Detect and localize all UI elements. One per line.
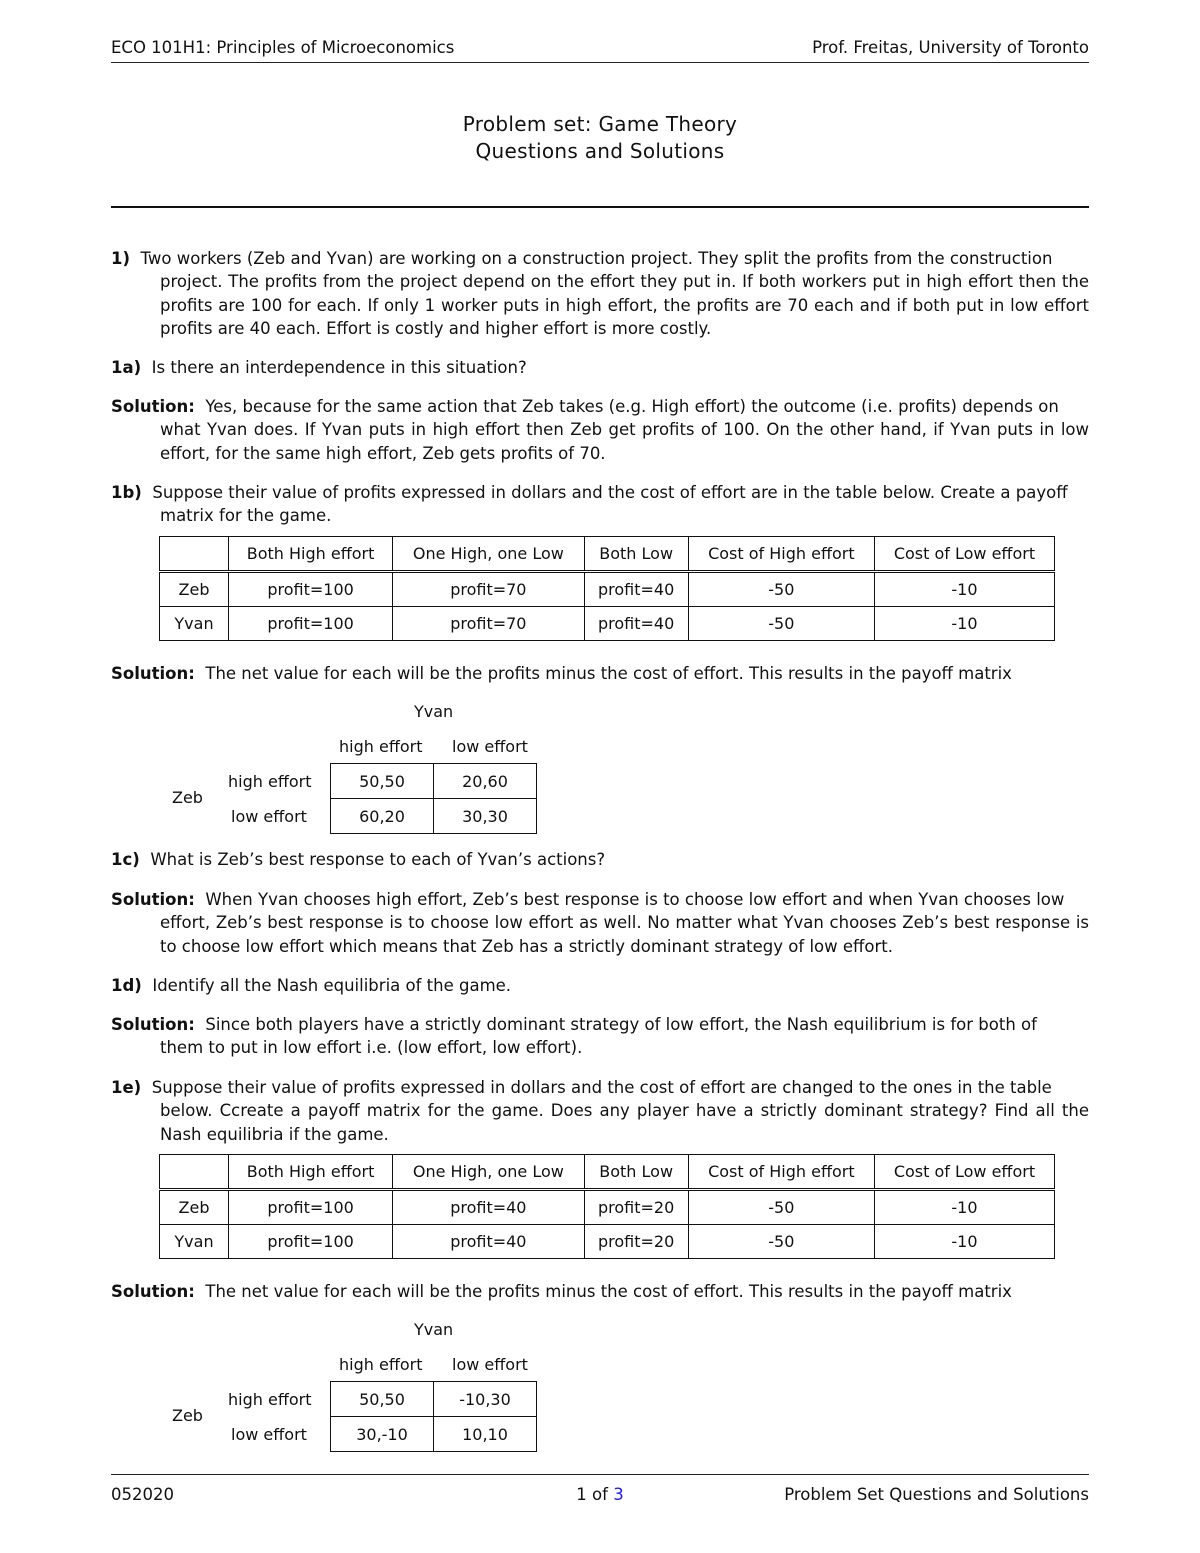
table-row: [160, 572, 1055, 607]
table-cell: -10: [874, 1225, 1054, 1259]
total-pages-link[interactable]: 3: [613, 1485, 624, 1504]
table-row: [160, 1190, 1055, 1225]
row-header: high effort: [228, 1390, 312, 1409]
cost-profit-table-1: [159, 536, 1055, 641]
question-label: 1b): [111, 483, 142, 502]
row-player-label: Zeb: [172, 788, 203, 807]
question-text-line1: Suppose their value of profits expressed in dollars and the cost of effort are in the table below. Create a payoff: [152, 483, 1068, 502]
footer-rule: [111, 1474, 1089, 1475]
footer-date: 052020: [111, 1485, 174, 1504]
payoff-cell: 20,60: [434, 764, 537, 799]
question-text: below. Ccreate a payoff matrix for the game. Does any player have a strictly dominant strategy? Find all the Nash equilibria if the game.: [160, 1101, 1089, 1144]
question-label: 1c): [111, 850, 140, 869]
table-cell: -50: [688, 1190, 874, 1225]
table-cell: profit=100: [229, 572, 393, 607]
solution-text-line1: Yes, because for the same action that Zeb takes (e.g. High effort) the outcome (i.e. profits) depends on: [205, 397, 1059, 416]
running-header: [111, 38, 1089, 62]
table-cell: -10: [874, 572, 1054, 607]
solution-1d: [111, 1013, 1089, 1060]
column-header: high effort: [339, 1355, 423, 1374]
table-header-cell: Cost of Low effort: [874, 537, 1054, 572]
solution-label: Solution:: [111, 890, 195, 909]
question-label: 1): [111, 249, 131, 268]
row-header: low effort: [231, 1425, 307, 1444]
solution-1b: [111, 662, 1089, 685]
table-cell: profit=40: [584, 607, 688, 641]
table-cell: -10: [874, 607, 1054, 641]
solution-text-line1: When Yvan chooses high effort, Zeb’s best response is to choose low effort and when Yvan chooses low: [205, 890, 1065, 909]
question-text: matrix for the game.: [160, 506, 332, 526]
course-title: ECO 101H1: Principles of Microeconomics: [111, 38, 455, 57]
table-header-cell: Cost of Low effort: [874, 1155, 1054, 1190]
solution-label: Solution:: [111, 664, 195, 683]
title-rule: [111, 206, 1089, 208]
row-player-label: Zeb: [172, 1406, 203, 1425]
solution-1c: [111, 888, 1089, 958]
table-cell: Zeb: [160, 1190, 229, 1225]
table-row: [331, 1382, 537, 1417]
column-player-label: Yvan: [414, 1320, 454, 1339]
table-header-cell: Both High effort: [229, 537, 393, 572]
column-header: low effort: [452, 1355, 528, 1374]
solution-label: Solution:: [111, 1282, 195, 1301]
table-cell: profit=100: [229, 1190, 393, 1225]
solution-text: what Yvan does. If Yvan puts in high effort then Zeb get profits of 100. On the other hand, if Yvan puts in low effort, for the same high effort, Zeb gets profits of 70.: [160, 420, 1089, 463]
table-header-cell: One High, one Low: [393, 537, 584, 572]
page-number-prefix: 1 of: [576, 1485, 608, 1504]
solution-label: Solution:: [111, 1015, 195, 1034]
page-subtitle: Questions and Solutions: [475, 139, 725, 163]
instructor: Prof. Freitas, University of Toronto: [812, 38, 1089, 57]
question-1d: [111, 974, 1089, 997]
payoff-cell: 30,-10: [331, 1417, 434, 1452]
question-1e: [111, 1076, 1089, 1146]
table-cell: profit=20: [584, 1190, 688, 1225]
solution-1e: [111, 1280, 1089, 1303]
table-cell: Zeb: [160, 572, 229, 607]
table-header-row: [160, 537, 1055, 572]
row-header: low effort: [231, 807, 307, 826]
table-header-cell: Both Low: [584, 537, 688, 572]
solution-label: Solution:: [111, 397, 195, 416]
question-text: project. The profits from the project depend on the effort they put in. If both workers put in high effort then the profits are 100 for each. If only 1 worker puts in high effort, the profits are 70 each and if both put in low effort profits are 40 each. Effort is costly and higher effort is more costly.: [160, 272, 1089, 338]
table-cell: profit=20: [584, 1225, 688, 1259]
question-text-line1: Suppose their value of profits expressed in dollars and the cost of effort are changed to the ones in the table: [151, 1078, 1052, 1097]
table-cell: profit=100: [229, 607, 393, 641]
table-header-cell: One High, one Low: [393, 1155, 584, 1190]
question-1a: [111, 356, 1089, 379]
column-header: high effort: [339, 737, 423, 756]
payoff-cell: 50,50: [331, 764, 434, 799]
header-rule: [111, 62, 1089, 63]
solution-text: The net value for each will be the profits minus the cost of effort. This results in the payoff matrix: [205, 1282, 1012, 1301]
footer-title: Problem Set Questions and Solutions: [784, 1485, 1089, 1504]
table-cell: profit=70: [393, 572, 584, 607]
question-text: Is there an interdependence in this situation?: [151, 358, 527, 377]
table-header-cell: Both Low: [584, 1155, 688, 1190]
payoff-grid: [330, 1381, 537, 1452]
payoff-cell: 60,20: [331, 799, 434, 834]
row-header: high effort: [228, 772, 312, 791]
payoff-grid: [330, 763, 537, 834]
table-header-cell: Cost of High effort: [688, 1155, 874, 1190]
cost-profit-table-2: [159, 1154, 1055, 1259]
table-header-cell: [160, 537, 229, 572]
solution-1a: [111, 395, 1089, 465]
question-1c: [111, 848, 1089, 871]
solution-text: effort, Zeb’s best response is to choose low effort as well. No matter what Yvan chooses Zeb’s best response is to choose low effort which means that Zeb has a strictly dominant strategy of low effort.: [160, 913, 1089, 956]
table-row: [331, 1417, 537, 1452]
table-row: [331, 799, 537, 834]
table-header-cell: Both High effort: [229, 1155, 393, 1190]
table-header-cell: Cost of High effort: [688, 537, 874, 572]
solution-text-line1: Since both players have a strictly dominant strategy of low effort, the Nash equilibrium is for both of: [205, 1015, 1037, 1034]
table-cell: profit=40: [584, 572, 688, 607]
solution-text: The net value for each will be the profits minus the cost of effort. This results in the payoff matrix: [205, 664, 1012, 683]
column-header: low effort: [452, 737, 528, 756]
table-row: [160, 1225, 1055, 1259]
question-text: Identify all the Nash equilibria of the game.: [152, 976, 512, 995]
solution-text: them to put in low effort i.e. (low effort, low effort).: [160, 1038, 583, 1058]
payoff-cell: 10,10: [434, 1417, 537, 1452]
table-header-cell: [160, 1155, 229, 1190]
table-row: [331, 764, 537, 799]
table-cell: -50: [688, 572, 874, 607]
question-label: 1e): [111, 1078, 142, 1097]
table-row: [160, 607, 1055, 641]
table-cell: profit=70: [393, 607, 584, 641]
question-text-line1: Two workers (Zeb and Yvan) are working on a construction project. They split the profits from the construction: [140, 249, 1053, 268]
table-header-row: [160, 1155, 1055, 1190]
table-cell: -50: [688, 1225, 874, 1259]
table-cell: profit=40: [393, 1190, 584, 1225]
question-label: 1d): [111, 976, 142, 995]
question-text: What is Zeb’s best response to each of Yvan’s actions?: [150, 850, 606, 869]
page-title: Problem set: Game Theory: [462, 112, 738, 136]
table-cell: Yvan: [160, 1225, 229, 1259]
table-cell: -50: [688, 607, 874, 641]
table-cell: -10: [874, 1190, 1054, 1225]
question-1b: [111, 481, 1089, 528]
table-cell: profit=40: [393, 1225, 584, 1259]
table-cell: profit=100: [229, 1225, 393, 1259]
column-player-label: Yvan: [414, 702, 454, 721]
payoff-cell: 30,30: [434, 799, 537, 834]
question-1: [111, 247, 1089, 340]
table-cell: Yvan: [160, 607, 229, 641]
payoff-cell: 50,50: [331, 1382, 434, 1417]
payoff-cell: -10,30: [434, 1382, 537, 1417]
question-label: 1a): [111, 358, 142, 377]
